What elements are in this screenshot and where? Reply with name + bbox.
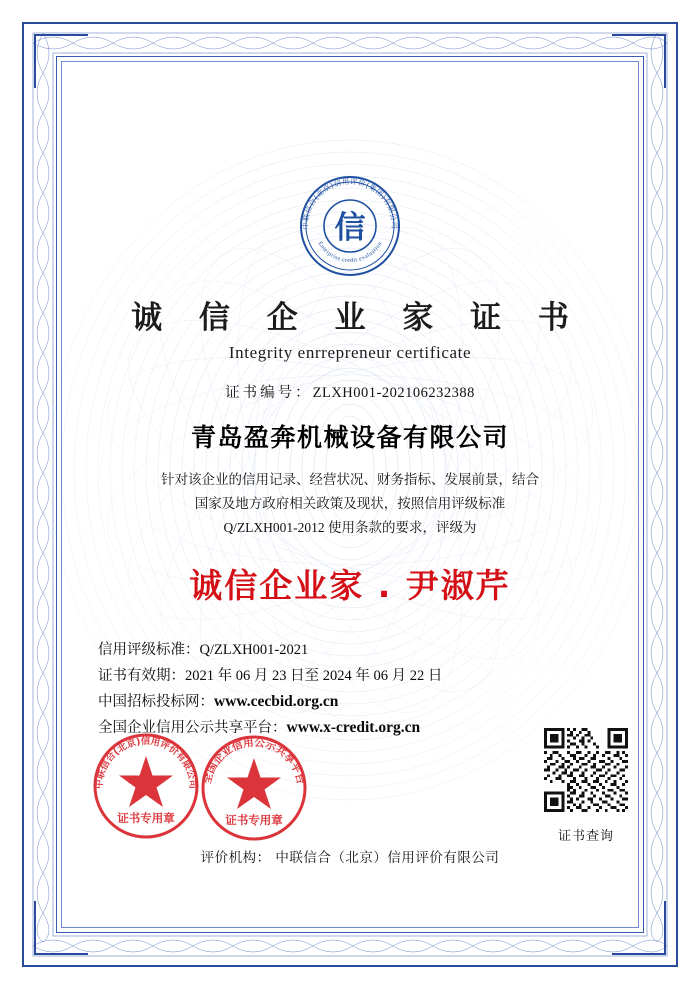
detail-row-validity xyxy=(98,663,630,689)
seal-star-icon xyxy=(119,756,173,807)
award-title: 诚信企业家 . 尹淑芹 xyxy=(189,566,511,605)
qr-code-icon[interactable] xyxy=(544,728,628,812)
detail-row-bidding-site xyxy=(98,689,630,715)
qr-block xyxy=(538,728,634,844)
issuer-seal-ring-text: 中联信合(北京)信用评价有限公司 xyxy=(93,735,199,790)
detail-label-rating-standard: 信用评级标准： xyxy=(98,642,200,658)
detail-value-validity: 2021 年 06 月 23 日至 2024 年 06 月 22 日 xyxy=(185,668,443,684)
issuer-line: 评价机构： 中联信合（北京）信用评价有限公司 xyxy=(200,850,500,866)
detail-value-bidding-site[interactable]: www.cecbid.org.cn xyxy=(214,693,339,710)
certificate-details xyxy=(70,637,630,741)
detail-value-credit-platform[interactable]: www.x-credit.org.cn xyxy=(286,719,421,736)
platform-seal xyxy=(198,732,310,844)
platform-seal-bottom-text: 证书专用章 xyxy=(225,813,283,827)
certificate-number xyxy=(70,381,630,402)
company-name: 青岛盈奔机械设备有限公司 xyxy=(190,423,509,452)
seal-group xyxy=(90,730,360,850)
issuer-seal xyxy=(90,730,202,842)
certificate-number-value: ZLXH001-202106232388 xyxy=(312,385,475,401)
body-line-3: Q/ZLXH001-2012 使用条款的要求，评级为 xyxy=(223,520,477,535)
organization-emblem xyxy=(298,174,402,278)
certificate-title-en: Integrity enrrepreneur certificate xyxy=(228,343,472,362)
detail-label-bidding-site: 中国招标投标网： xyxy=(98,694,214,710)
detail-label-validity: 证书有效期： xyxy=(98,668,185,684)
certificate-body-text xyxy=(70,468,630,540)
emblem-center-character: 信 xyxy=(334,210,366,246)
detail-value-rating-standard: Q/ZLXH001-2021 xyxy=(199,642,309,658)
emblem-ring-text-en: Enterprise credit evaluation xyxy=(316,240,384,265)
emblem-ring-text-cn: 中联信合(北京)信用评价(集团)有限公司 xyxy=(300,176,400,230)
certificate-number-label: 证书编号： xyxy=(225,385,313,401)
seal-star-icon xyxy=(227,758,281,809)
body-line-1: 针对该企业的信用记录、经营状况、财务指标、发展前景，结合 xyxy=(161,472,539,488)
platform-seal-ring-text: 全国企业信用公示共享平台 xyxy=(201,736,307,786)
certificate-title-cn: 诚 信 企 业 家 证 书 xyxy=(131,300,582,336)
body-line-2: 国家及地方政府相关政策及现状，按照信用评级标准 xyxy=(194,496,506,512)
qr-code-label: 证书查询 xyxy=(557,829,614,844)
detail-label-credit-platform: 全国企业信用公示共享平台： xyxy=(98,720,287,736)
issuer-seal-bottom-text: 证书专用章 xyxy=(117,811,175,825)
detail-row-rating-standard xyxy=(98,637,630,663)
